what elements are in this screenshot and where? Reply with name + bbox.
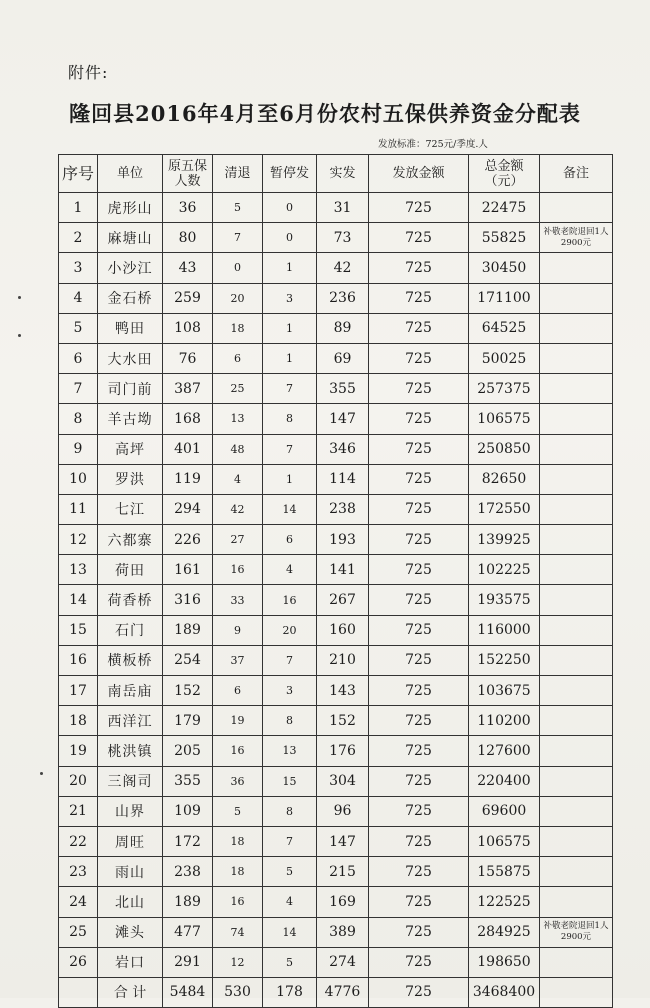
cell-unit: 岩口 (98, 947, 163, 977)
cell-remark (540, 766, 613, 796)
table-row (59, 676, 613, 706)
table-row (59, 525, 613, 555)
table-row (59, 374, 613, 404)
cell-unit: 周旺 (98, 826, 163, 856)
cell-amount: 725 (369, 374, 469, 404)
cell-cleared: 37 (213, 645, 263, 675)
cell-amount: 725 (369, 494, 469, 524)
cell-unit: 七江 (98, 494, 163, 524)
cell-total: 172550 (469, 494, 540, 524)
cell-paused: 1 (263, 343, 317, 373)
totals-label: 合 计 (98, 977, 163, 1007)
cell-seq: 15 (59, 615, 98, 645)
cell-total: 69600 (469, 796, 540, 826)
cell-total: 102225 (469, 555, 540, 585)
cell-cleared: 6 (213, 676, 263, 706)
cell-remark (540, 283, 613, 313)
header-remark: 备注 (540, 155, 613, 193)
table-row (59, 736, 613, 766)
cell-unit: 荷香桥 (98, 585, 163, 615)
cell-total: 55825 (469, 223, 540, 253)
cell-unit: 荷田 (98, 555, 163, 585)
cell-total: 198650 (469, 947, 540, 977)
binding-hole (40, 772, 43, 775)
cell-actual: 69 (317, 343, 369, 373)
table-row (59, 826, 613, 856)
cell-orig: 189 (163, 615, 213, 645)
cell-paused: 7 (263, 645, 317, 675)
cell-amount: 725 (369, 887, 469, 917)
cell-orig: 238 (163, 857, 213, 887)
cell-cleared: 12 (213, 947, 263, 977)
cell-unit: 鸭田 (98, 313, 163, 343)
cell-unit: 六都寨 (98, 525, 163, 555)
cell-amount: 725 (369, 676, 469, 706)
cell-remark (540, 494, 613, 524)
cell-actual: 274 (317, 947, 369, 977)
cell-total: 82650 (469, 464, 540, 494)
cell-total: 127600 (469, 736, 540, 766)
cell-orig: 80 (163, 223, 213, 253)
table-row (59, 706, 613, 736)
cell-unit: 麻塘山 (98, 223, 163, 253)
cell-remark (540, 796, 613, 826)
cell-total: 250850 (469, 434, 540, 464)
cell-actual: 389 (317, 917, 369, 947)
header-paused: 暂停发 (263, 155, 317, 193)
header-cleared: 清退 (213, 155, 263, 193)
cell-actual: 147 (317, 404, 369, 434)
cell-orig: 294 (163, 494, 213, 524)
cell-paused: 4 (263, 555, 317, 585)
cell-remark (540, 887, 613, 917)
cell-amount: 725 (369, 615, 469, 645)
cell-paused: 5 (263, 947, 317, 977)
attachment-label: 附件: (68, 63, 109, 82)
cell-paused: 14 (263, 494, 317, 524)
cell-cleared: 16 (213, 736, 263, 766)
table-row (59, 555, 613, 585)
cell-total: 116000 (469, 615, 540, 645)
cell-unit: 高坪 (98, 434, 163, 464)
cell-amount: 725 (369, 585, 469, 615)
cell-paused: 13 (263, 736, 317, 766)
header-actual: 实发 (317, 155, 369, 193)
cell-paused: 0 (263, 223, 317, 253)
cell-amount: 725 (369, 736, 469, 766)
cell-seq: 2 (59, 223, 98, 253)
cell-remark (540, 857, 613, 887)
cell-actual: 215 (317, 857, 369, 887)
cell-actual: 193 (317, 525, 369, 555)
cell-paused: 3 (263, 676, 317, 706)
cell-seq: 21 (59, 796, 98, 826)
cell-orig: 477 (163, 917, 213, 947)
cell-paused: 7 (263, 434, 317, 464)
cell-orig: 76 (163, 343, 213, 373)
cell-unit: 小沙江 (98, 253, 163, 283)
cell-remark (540, 464, 613, 494)
header-total: 总金额（元） (469, 155, 540, 193)
cell-seq: 8 (59, 404, 98, 434)
cell-amount: 725 (369, 193, 469, 223)
cell-paused: 7 (263, 374, 317, 404)
cell-actual: 160 (317, 615, 369, 645)
totals-total: 3468400 (469, 977, 540, 1007)
cell-cleared: 74 (213, 917, 263, 947)
binding-hole (18, 334, 21, 337)
cell-seq: 4 (59, 283, 98, 313)
cell-paused: 14 (263, 917, 317, 947)
cell-actual: 267 (317, 585, 369, 615)
cell-cleared: 0 (213, 253, 263, 283)
cell-amount: 725 (369, 796, 469, 826)
cell-actual: 114 (317, 464, 369, 494)
header-orig: 原五保人数 (163, 155, 213, 193)
cell-paused: 8 (263, 706, 317, 736)
cell-paused: 15 (263, 766, 317, 796)
table-row (59, 193, 613, 223)
cell-orig: 119 (163, 464, 213, 494)
cell-amount: 725 (369, 766, 469, 796)
cell-unit: 西洋江 (98, 706, 163, 736)
cell-actual: 152 (317, 706, 369, 736)
cell-remark (540, 404, 613, 434)
cell-total: 152250 (469, 645, 540, 675)
cell-cleared: 42 (213, 494, 263, 524)
cell-orig: 43 (163, 253, 213, 283)
cell-total: 30450 (469, 253, 540, 283)
cell-amount: 725 (369, 223, 469, 253)
totals-actual: 4776 (317, 977, 369, 1007)
cell-cleared: 7 (213, 223, 263, 253)
cell-total: 171100 (469, 283, 540, 313)
cell-total: 50025 (469, 343, 540, 373)
cell-cleared: 16 (213, 555, 263, 585)
cell-amount: 725 (369, 253, 469, 283)
table-row (59, 796, 613, 826)
cell-amount: 725 (369, 434, 469, 464)
cell-cleared: 18 (213, 857, 263, 887)
table-row (59, 645, 613, 675)
cell-actual: 355 (317, 374, 369, 404)
cell-cleared: 4 (213, 464, 263, 494)
table-row (59, 464, 613, 494)
table-row (59, 857, 613, 887)
cell-cleared: 13 (213, 404, 263, 434)
totals-amount: 725 (369, 977, 469, 1007)
cell-paused: 4 (263, 887, 317, 917)
cell-remark (540, 615, 613, 645)
cell-remark (540, 706, 613, 736)
cell-amount: 725 (369, 917, 469, 947)
cell-paused: 1 (263, 464, 317, 494)
cell-amount: 725 (369, 283, 469, 313)
cell-remark (540, 434, 613, 464)
cell-paused: 3 (263, 283, 317, 313)
cell-unit: 南岳庙 (98, 676, 163, 706)
cell-orig: 316 (163, 585, 213, 615)
cell-remark: 补敬老院退回1人2900元 (540, 917, 613, 947)
cell-seq: 16 (59, 645, 98, 675)
table-row (59, 887, 613, 917)
table-row (59, 917, 613, 947)
cell-seq: 17 (59, 676, 98, 706)
cell-paused: 16 (263, 585, 317, 615)
cell-remark (540, 585, 613, 615)
cell-amount: 725 (369, 857, 469, 887)
cell-actual: 73 (317, 223, 369, 253)
cell-orig: 109 (163, 796, 213, 826)
cell-remark (540, 736, 613, 766)
cell-unit: 雨山 (98, 857, 163, 887)
cell-seq: 20 (59, 766, 98, 796)
cell-total: 103675 (469, 676, 540, 706)
cell-cleared: 16 (213, 887, 263, 917)
cell-remark (540, 676, 613, 706)
table-row (59, 343, 613, 373)
cell-total: 122525 (469, 887, 540, 917)
cell-orig: 168 (163, 404, 213, 434)
cell-seq: 24 (59, 887, 98, 917)
cell-orig: 205 (163, 736, 213, 766)
totals-paused: 178 (263, 977, 317, 1007)
cell-actual: 304 (317, 766, 369, 796)
cell-actual: 31 (317, 193, 369, 223)
cell-remark (540, 313, 613, 343)
cell-actual: 147 (317, 826, 369, 856)
cell-orig: 401 (163, 434, 213, 464)
cell-orig: 189 (163, 887, 213, 917)
cell-remark: 补敬老院退回1人2900元 (540, 223, 613, 253)
cell-seq: 11 (59, 494, 98, 524)
cell-cleared: 19 (213, 706, 263, 736)
cell-amount: 725 (369, 464, 469, 494)
table-row (59, 223, 613, 253)
cell-actual: 141 (317, 555, 369, 585)
cell-seq: 25 (59, 917, 98, 947)
cell-seq: 12 (59, 525, 98, 555)
cell-seq: 19 (59, 736, 98, 766)
binding-hole (18, 296, 21, 299)
cell-orig: 291 (163, 947, 213, 977)
cell-amount: 725 (369, 343, 469, 373)
cell-amount: 725 (369, 525, 469, 555)
cell-orig: 161 (163, 555, 213, 585)
cell-seq: 7 (59, 374, 98, 404)
table-row (59, 947, 613, 977)
cell-remark (540, 555, 613, 585)
cell-total: 22475 (469, 193, 540, 223)
cell-orig: 172 (163, 826, 213, 856)
cell-paused: 8 (263, 404, 317, 434)
cell-remark (540, 193, 613, 223)
cell-orig: 387 (163, 374, 213, 404)
cell-remark (540, 253, 613, 283)
cell-remark (540, 343, 613, 373)
cell-actual: 346 (317, 434, 369, 464)
cell-remark (540, 947, 613, 977)
cell-unit: 罗洪 (98, 464, 163, 494)
totals-row (59, 977, 613, 1007)
cell-seq: 3 (59, 253, 98, 283)
cell-seq: 10 (59, 464, 98, 494)
page-title: 隆回县2016年4月至6月份农村五保供养资金分配表 (69, 101, 581, 126)
table-row (59, 253, 613, 283)
cell-seq: 5 (59, 313, 98, 343)
totals-cleared: 530 (213, 977, 263, 1007)
cell-seq: 1 (59, 193, 98, 223)
cell-total: 139925 (469, 525, 540, 555)
table-body (59, 193, 613, 978)
cell-unit: 大水田 (98, 343, 163, 373)
cell-total: 110200 (469, 706, 540, 736)
table-row (59, 434, 613, 464)
cell-remark (540, 374, 613, 404)
cell-cleared: 48 (213, 434, 263, 464)
table-row (59, 766, 613, 796)
cell-seq: 26 (59, 947, 98, 977)
cell-orig: 108 (163, 313, 213, 343)
cell-unit: 金石桥 (98, 283, 163, 313)
cell-unit: 滩头 (98, 917, 163, 947)
cell-remark (540, 826, 613, 856)
cell-unit: 横板桥 (98, 645, 163, 675)
cell-cleared: 20 (213, 283, 263, 313)
cell-paused: 20 (263, 615, 317, 645)
standard-note: 发放标准：725元/季度.人 (378, 139, 488, 150)
cell-total: 220400 (469, 766, 540, 796)
cell-amount: 725 (369, 404, 469, 434)
cell-seq: 14 (59, 585, 98, 615)
table-row (59, 313, 613, 343)
header-row (59, 155, 613, 193)
cell-seq: 22 (59, 826, 98, 856)
table-row (59, 615, 613, 645)
cell-seq: 9 (59, 434, 98, 464)
cell-unit: 司门前 (98, 374, 163, 404)
cell-amount: 725 (369, 645, 469, 675)
cell-amount: 725 (369, 826, 469, 856)
cell-actual: 89 (317, 313, 369, 343)
cell-total: 193575 (469, 585, 540, 615)
totals-remark (540, 977, 613, 1007)
cell-amount: 725 (369, 313, 469, 343)
cell-orig: 226 (163, 525, 213, 555)
cell-cleared: 18 (213, 826, 263, 856)
cell-amount: 725 (369, 947, 469, 977)
cell-unit: 桃洪镇 (98, 736, 163, 766)
cell-orig: 36 (163, 193, 213, 223)
cell-cleared: 5 (213, 193, 263, 223)
cell-cleared: 5 (213, 796, 263, 826)
cell-total: 155875 (469, 857, 540, 887)
cell-unit: 三阁司 (98, 766, 163, 796)
cell-actual: 210 (317, 645, 369, 675)
cell-amount: 725 (369, 706, 469, 736)
cell-seq: 23 (59, 857, 98, 887)
totals-orig: 5484 (163, 977, 213, 1007)
cell-actual: 143 (317, 676, 369, 706)
cell-orig: 179 (163, 706, 213, 736)
cell-paused: 1 (263, 253, 317, 283)
cell-cleared: 27 (213, 525, 263, 555)
header-seq: 序号 (59, 155, 98, 193)
table-row (59, 404, 613, 434)
allocation-table (58, 154, 613, 1008)
cell-total: 257375 (469, 374, 540, 404)
cell-unit: 羊古坳 (98, 404, 163, 434)
cell-paused: 7 (263, 826, 317, 856)
table-row (59, 283, 613, 313)
cell-actual: 238 (317, 494, 369, 524)
cell-actual: 176 (317, 736, 369, 766)
cell-orig: 355 (163, 766, 213, 796)
cell-total: 64525 (469, 313, 540, 343)
cell-remark (540, 525, 613, 555)
header-unit: 单位 (98, 155, 163, 193)
cell-seq: 18 (59, 706, 98, 736)
cell-seq: 13 (59, 555, 98, 585)
cell-total: 106575 (469, 826, 540, 856)
cell-actual: 169 (317, 887, 369, 917)
cell-unit: 山界 (98, 796, 163, 826)
cell-orig: 254 (163, 645, 213, 675)
cell-unit: 虎形山 (98, 193, 163, 223)
table-row (59, 585, 613, 615)
cell-amount: 725 (369, 555, 469, 585)
cell-orig: 152 (163, 676, 213, 706)
cell-actual: 96 (317, 796, 369, 826)
totals-seq (59, 977, 98, 1007)
cell-orig: 259 (163, 283, 213, 313)
cell-cleared: 25 (213, 374, 263, 404)
cell-total: 106575 (469, 404, 540, 434)
table-row (59, 494, 613, 524)
cell-total: 284925 (469, 917, 540, 947)
cell-actual: 42 (317, 253, 369, 283)
cell-cleared: 6 (213, 343, 263, 373)
cell-paused: 8 (263, 796, 317, 826)
cell-seq: 6 (59, 343, 98, 373)
cell-unit: 石门 (98, 615, 163, 645)
cell-paused: 6 (263, 525, 317, 555)
cell-paused: 1 (263, 313, 317, 343)
cell-actual: 236 (317, 283, 369, 313)
cell-remark (540, 645, 613, 675)
cell-cleared: 18 (213, 313, 263, 343)
cell-cleared: 9 (213, 615, 263, 645)
cell-paused: 5 (263, 857, 317, 887)
header-amount: 发放金额 (369, 155, 469, 193)
cell-cleared: 33 (213, 585, 263, 615)
cell-unit: 北山 (98, 887, 163, 917)
cell-cleared: 36 (213, 766, 263, 796)
cell-paused: 0 (263, 193, 317, 223)
